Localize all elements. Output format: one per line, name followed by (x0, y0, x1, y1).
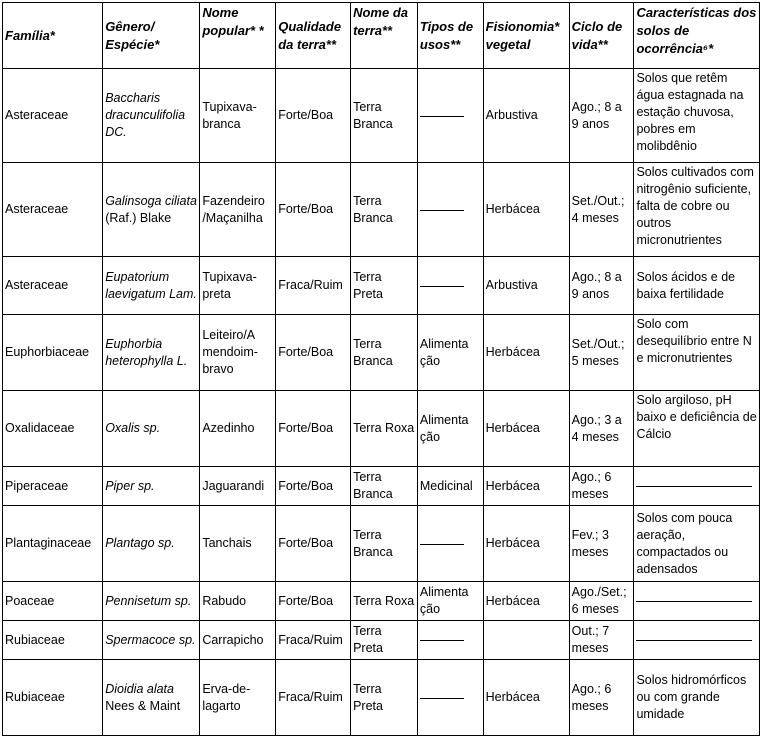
cell-caracteristicas: Solo argiloso, pH baixo e deficiência de Cálcio (634, 391, 760, 467)
cell-tipos-usos (417, 621, 483, 660)
table-row (3, 257, 760, 315)
cell-caracteristicas: Solos cultivados com nitrogênio suficiente, falta de cobre ou outros micronutrientes (634, 163, 760, 257)
cell-ciclo: Ago./Set.; 6 meses (569, 582, 634, 621)
cell-ciclo: Ago.; 6 meses (569, 467, 634, 506)
cell-nome-terra: Terra Branca (351, 163, 418, 257)
species-table (2, 2, 760, 736)
cell-tipos-usos (417, 660, 483, 736)
cell-fisionomia (483, 621, 569, 660)
cell-qualidade: Forte/Boa (276, 582, 351, 621)
empty-dash (420, 639, 464, 641)
cell-genero: Spermacoce sp. (103, 621, 200, 660)
table-row (3, 467, 760, 506)
table-row (3, 506, 760, 582)
cell-qualidade: Forte/Boa (276, 163, 351, 257)
cell-caracteristicas: Solos que retêm água estagnada na estação chuvosa, pobres em molibdênio (634, 69, 760, 163)
cell-nome-terra: Terra Roxa (351, 582, 418, 621)
cell-nome-popular: Tanchais (200, 506, 276, 582)
cell-qualidade: Forte/Boa (276, 391, 351, 467)
cell-tipos-usos: Alimenta ção (417, 315, 483, 391)
cell-genero: Piper sp. (103, 467, 200, 506)
cell-nome-terra: Terra Branca (351, 467, 418, 506)
cell-qualidade: Forte/Boa (276, 315, 351, 391)
cell-ciclo: Ago.; 6 meses (569, 660, 634, 736)
cell-fisionomia: Herbácea (483, 315, 569, 391)
cell-nome-terra: Terra Branca (351, 315, 418, 391)
cell-ciclo: Out.; 7 meses (569, 621, 634, 660)
cell-nome-popular: Leiteiro/A mendoim-bravo (200, 315, 276, 391)
cell-familia: Rubiaceae (3, 660, 103, 736)
cell-genero: Eupatorium laevigatum Lam. (103, 257, 200, 315)
cell-tipos-usos (417, 506, 483, 582)
cell-qualidade: Forte/Boa (276, 69, 351, 163)
cell-nome-popular: Azedinho (200, 391, 276, 467)
cell-genero (103, 660, 200, 736)
table-row (3, 582, 760, 621)
empty-dash (636, 485, 752, 487)
cell-familia: Asteraceae (3, 163, 103, 257)
cell-fisionomia: Herbácea (483, 506, 569, 582)
cell-genero (103, 163, 200, 257)
cell-ciclo: Ago.; 8 a 9 anos (569, 257, 634, 315)
cell-genero: Plantago sp. (103, 506, 200, 582)
author-name: Nees & Maint (105, 698, 181, 713)
header-row (3, 3, 760, 69)
cell-nome-popular: Rabudo (200, 582, 276, 621)
cell-tipos-usos (417, 69, 483, 163)
header-fisionomia: Fisionomia* vegetal (483, 3, 569, 69)
cell-fisionomia: Herbácea (483, 660, 569, 736)
header-caracteristicas: Características dos solos de ocorrência⁶* (634, 3, 760, 69)
cell-nome-terra: Terra Preta (351, 660, 418, 736)
cell-ciclo: Set./Out.; 5 meses (569, 315, 634, 391)
cell-ciclo: Set./Out.; 4 meses (569, 163, 634, 257)
cell-caracteristicas (634, 467, 760, 506)
cell-nome-terra: Terra Branca (351, 506, 418, 582)
cell-nome-popular: Carrapicho (200, 621, 276, 660)
cell-nome-popular: Tupixava-branca (200, 69, 276, 163)
table-row (3, 660, 760, 736)
cell-caracteristicas (634, 582, 760, 621)
header-familia: Família* (3, 3, 103, 69)
table-row (3, 69, 760, 163)
cell-nome-terra: Terra Branca (351, 69, 418, 163)
cell-caracteristicas: Solos com pouca aeração, compactados ou adensados (634, 506, 760, 582)
cell-caracteristicas: Solo com desequilíbrio entre N e micronutrientes (634, 315, 760, 391)
cell-caracteristicas: Solos hidromórficos ou com grande umidade (634, 660, 760, 736)
cell-qualidade: Forte/Boa (276, 467, 351, 506)
empty-dash (636, 639, 752, 641)
table-row (3, 391, 760, 467)
empty-dash (420, 285, 464, 287)
table-row (3, 621, 760, 660)
cell-genero: Oxalis sp. (103, 391, 200, 467)
cell-qualidade: Fraca/Ruim (276, 257, 351, 315)
cell-qualidade: Fraca/Ruim (276, 660, 351, 736)
cell-familia: Plantaginaceae (3, 506, 103, 582)
cell-fisionomia: Herbácea (483, 582, 569, 621)
header-genero: Gênero/ Espécie* (103, 3, 200, 69)
cell-fisionomia: Herbácea (483, 467, 569, 506)
genus-name: Dioidia alata (105, 681, 174, 696)
cell-genero: Pennisetum sp. (103, 582, 200, 621)
cell-nome-popular: Jaguarandi (200, 467, 276, 506)
cell-nome-popular: Erva-de-lagarto (200, 660, 276, 736)
cell-familia: Asteraceae (3, 69, 103, 163)
header-nome-terra: Nome da terra** (351, 3, 418, 69)
cell-nome-popular: Tupixava-preta (200, 257, 276, 315)
cell-fisionomia: Herbácea (483, 163, 569, 257)
table-row (3, 163, 760, 257)
header-ciclo: Ciclo de vida** (569, 3, 634, 69)
cell-familia: Poaceae (3, 582, 103, 621)
author-name: (Raf.) Blake (105, 210, 172, 225)
cell-nome-terra: Terra Preta (351, 257, 418, 315)
empty-dash (636, 600, 752, 602)
cell-tipos-usos (417, 163, 483, 257)
cell-nome-terra: Terra Roxa (351, 391, 418, 467)
cell-fisionomia: Arbustiva (483, 69, 569, 163)
cell-nome-popular: Fazendeiro /Maçanilha (200, 163, 276, 257)
cell-fisionomia: Herbácea (483, 391, 569, 467)
cell-tipos-usos: Alimenta ção (417, 391, 483, 467)
cell-familia: Euphorbiaceae (3, 315, 103, 391)
cell-qualidade: Forte/Boa (276, 506, 351, 582)
cell-tipos-usos: Medicinal (417, 467, 483, 506)
empty-dash (420, 697, 464, 699)
header-qualidade: Qualidade da terra** (276, 3, 351, 69)
header-tipos-usos: Tipos de usos** (417, 3, 483, 69)
cell-ciclo: Fev.; 3 meses (569, 506, 634, 582)
cell-caracteristicas: Solos ácidos e de baixa fertilidade (634, 257, 760, 315)
cell-genero: Euphorbia heterophylla L. (103, 315, 200, 391)
cell-qualidade: Fraca/Ruim (276, 621, 351, 660)
empty-dash (420, 115, 464, 117)
cell-familia: Rubiaceae (3, 621, 103, 660)
table-row (3, 315, 760, 391)
cell-fisionomia: Arbustiva (483, 257, 569, 315)
cell-genero: Baccharis dracunculifolia DC. (103, 69, 200, 163)
genus-name: Galinsoga ciliata (105, 193, 197, 208)
cell-tipos-usos: Alimenta ção (417, 582, 483, 621)
cell-familia: Oxalidaceae (3, 391, 103, 467)
empty-dash (420, 209, 464, 211)
cell-familia: Asteraceae (3, 257, 103, 315)
header-nome-popular: Nome popular* * (200, 3, 276, 69)
cell-ciclo: Ago.; 8 a 9 anos (569, 69, 634, 163)
cell-tipos-usos (417, 257, 483, 315)
cell-familia: Piperaceae (3, 467, 103, 506)
cell-ciclo: Ago.; 3 a 4 meses (569, 391, 634, 467)
cell-caracteristicas (634, 621, 760, 660)
cell-nome-terra: Terra Preta (351, 621, 418, 660)
empty-dash (420, 543, 464, 545)
